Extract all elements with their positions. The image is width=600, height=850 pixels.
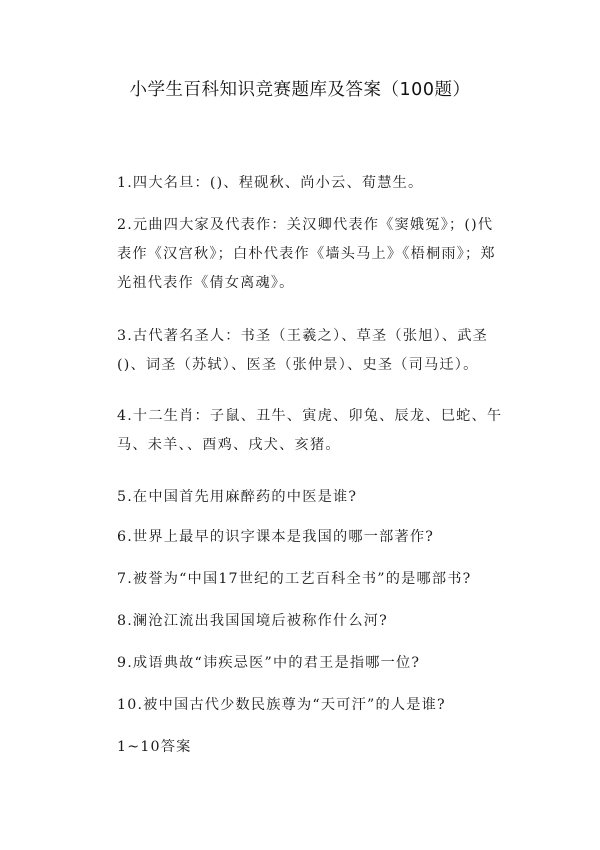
question-2: 2.元曲四大家及代表作：关汉卿代表作《窦娥冤》；()代表作《汉宫秋》；白朴代表作《墙头马上》《梧桐雨》；郑光祖代表作《倩女离魂》。 bbox=[117, 217, 496, 291]
question-8: 8.澜沧江流出我国国境后被称作什么河? bbox=[117, 613, 388, 629]
question-3: 3.古代著名圣人：书圣（王羲之）、草圣（张旭）、武圣()、词圣（苏轼）、医圣（张仲景）、史圣（司马迁）。 bbox=[117, 328, 489, 373]
document-title: 小学生百科知识竞赛题库及答案（100题） bbox=[129, 80, 471, 100]
answers-heading: 1~10答案 bbox=[117, 739, 192, 755]
question-6: 6.世界上最早的识字课本是我国的哪一部著作? bbox=[117, 529, 435, 545]
question-5: 5.在中国首先用麻醉药的中医是谁? bbox=[117, 489, 358, 505]
question-1: 1.四大名旦：()、程砚秋、尚小云、荀慧生。 bbox=[117, 175, 424, 191]
question-10: 10.被中国古代少数民族尊为“天可汗”的人是谁? bbox=[117, 697, 446, 713]
question-9: 9.成语典故“讳疾忌医”中的君王是指哪一位? bbox=[117, 655, 421, 671]
question-7: 7.被誉为“中国17世纪的工艺百科全书”的是哪部书? bbox=[117, 571, 472, 587]
question-4: 4.十二生肖：子鼠、丑牛、寅虎、卯兔、辰龙、巳蛇、午马、未羊、、酉鸡、戌犬、亥猪。 bbox=[117, 408, 503, 453]
